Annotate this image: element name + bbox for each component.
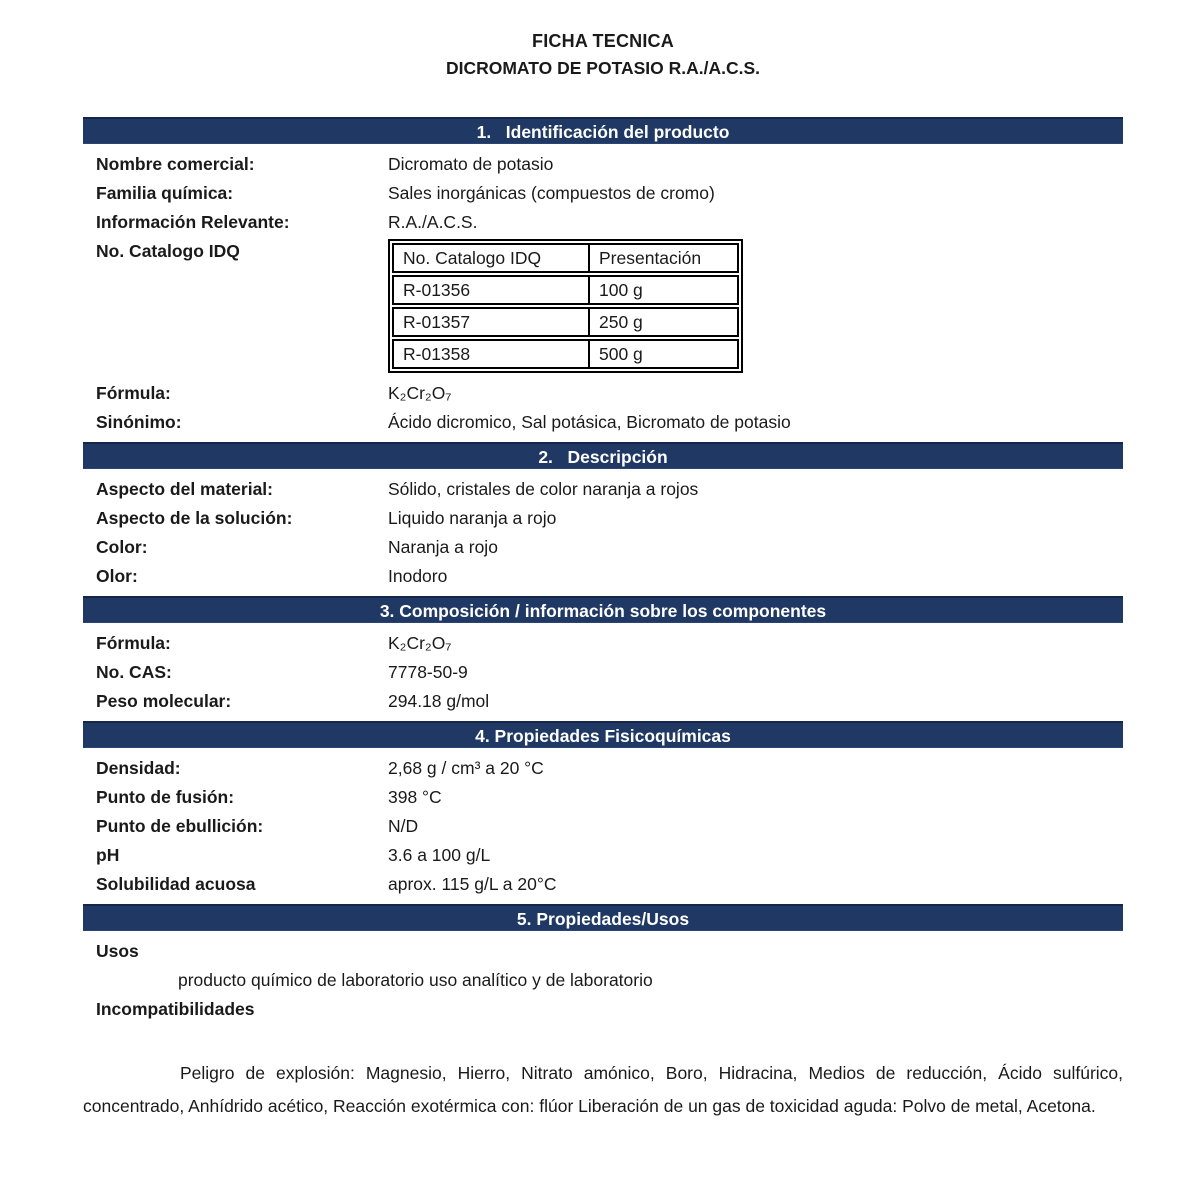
document-header xyxy=(83,28,1123,81)
field-value: 2,68 g / cm³ a 20 °C xyxy=(388,758,544,778)
field-value: 7778-50-9 xyxy=(388,662,468,682)
field-row-familia-quimica xyxy=(83,179,1123,208)
field-label: No. CAS: xyxy=(96,662,172,682)
catalog-table xyxy=(388,239,743,373)
field-value: Dicromato de potasio xyxy=(388,154,554,174)
field-label: Sinónimo: xyxy=(96,412,182,432)
field-row-formula-2 xyxy=(83,629,1123,658)
field-row-olor xyxy=(83,562,1123,591)
field-value: Inodoro xyxy=(388,566,448,586)
field-row-solubilidad xyxy=(83,870,1123,899)
field-label: Aspecto del material: xyxy=(96,479,273,499)
presentation-cell: 500 g xyxy=(599,344,643,364)
field-label: Información Relevante: xyxy=(96,212,290,232)
field-label: Densidad: xyxy=(96,758,181,778)
field-value: N/D xyxy=(388,816,419,836)
field-value: 398 °C xyxy=(388,787,442,807)
page-title: FICHA TECNICA xyxy=(532,31,674,51)
field-label: Olor: xyxy=(96,566,138,586)
field-row-informacion-relevante xyxy=(83,208,1123,237)
section-header-identificacion: 1. Identificación del producto xyxy=(83,117,1123,144)
incompatibilidades-label: Incompatibilidades xyxy=(96,999,255,1019)
field-row-cas xyxy=(83,658,1123,687)
field-value: 294.18 g/mol xyxy=(388,691,490,711)
catalog-number-cell: R-01357 xyxy=(394,309,590,335)
presentation-cell: 250 g xyxy=(599,312,643,332)
field-label: Punto de ebullición: xyxy=(96,816,264,836)
presentation-cell: 100 g xyxy=(599,280,643,300)
page-subtitle: DICROMATO DE POTASIO R.A./A.C.S. xyxy=(445,58,761,78)
field-value: Ácido dicromico, Sal potásica, Bicromato de potasio xyxy=(388,412,791,432)
field-label: Fórmula: xyxy=(96,383,171,403)
field-label: Color: xyxy=(96,537,148,557)
field-label: Punto de fusión: xyxy=(96,787,235,807)
field-value: K₂Cr₂O₇ xyxy=(388,633,452,653)
field-row-punto-ebullicion xyxy=(83,812,1123,841)
field-row-densidad xyxy=(83,754,1123,783)
field-row-color xyxy=(83,533,1123,562)
field-row-catalogo xyxy=(83,237,1123,379)
field-row-nombre-comercial xyxy=(83,150,1123,179)
field-label: Solubilidad acuosa xyxy=(96,874,256,894)
field-row-peso-molecular xyxy=(83,687,1123,716)
field-row-aspecto-solucion xyxy=(83,504,1123,533)
field-label: Nombre comercial: xyxy=(96,154,255,174)
catalog-table-row xyxy=(392,275,739,305)
field-row-formula xyxy=(83,379,1123,408)
field-label: Familia química: xyxy=(96,183,234,203)
field-row-punto-fusion xyxy=(83,783,1123,812)
field-value: 3.6 a 100 g/L xyxy=(388,845,491,865)
warning-paragraph: Peligro de explosión: Magnesio, Hierro, Nitrato amónico, Boro, Hidracina, Medios de reducción, Ácido sulfúrico, concentrado, Anhídrido acético, Reacción exotérmica con: flúor Liberación de un gas de toxicidad aguda: Polvo de metal, Acetona. xyxy=(83,1063,1123,1116)
field-value: Sólido, cristales de color naranja a rojos xyxy=(388,479,699,499)
field-label: No. Catalogo IDQ xyxy=(96,241,240,261)
section-header-descripcion: 2. Descripción xyxy=(83,442,1123,469)
usos-text: producto químico de laboratorio uso analítico y de laboratorio xyxy=(178,970,653,990)
catalog-table-row xyxy=(392,339,739,369)
section-header-composicion: 3. Composición / información sobre los componentes xyxy=(83,596,1123,623)
catalog-table-row xyxy=(392,307,739,337)
catalog-number-cell: R-01356 xyxy=(394,277,590,303)
section-header-propiedades-usos: 5. Propiedades/Usos xyxy=(83,904,1123,931)
catalog-number-cell: R-01358 xyxy=(394,341,590,367)
usos-label: Usos xyxy=(96,941,139,961)
catalog-col-header: Presentación xyxy=(599,248,702,268)
field-row-aspecto-material xyxy=(83,475,1123,504)
field-value: Naranja a rojo xyxy=(388,537,498,557)
field-label: Peso molecular: xyxy=(96,691,232,711)
field-label: Aspecto de la solución: xyxy=(96,508,293,528)
field-label: pH xyxy=(96,845,120,865)
field-row-ph xyxy=(83,841,1123,870)
field-label: Fórmula: xyxy=(96,633,171,653)
field-value: K₂Cr₂O₇ xyxy=(388,383,452,403)
catalog-col-header: No. Catalogo IDQ xyxy=(394,245,590,271)
field-value: aprox. 115 g/L a 20°C xyxy=(388,874,557,894)
section-header-propiedades-fisicoquimicas: 4. Propiedades Fisicoquímicas xyxy=(83,721,1123,748)
field-row-sinonimo xyxy=(83,408,1123,437)
field-value: Liquido naranja a rojo xyxy=(388,508,557,528)
field-value: Sales inorgánicas (compuestos de cromo) xyxy=(388,183,715,203)
catalog-table-header-row xyxy=(392,243,739,273)
field-value: R.A./A.C.S. xyxy=(388,212,478,232)
